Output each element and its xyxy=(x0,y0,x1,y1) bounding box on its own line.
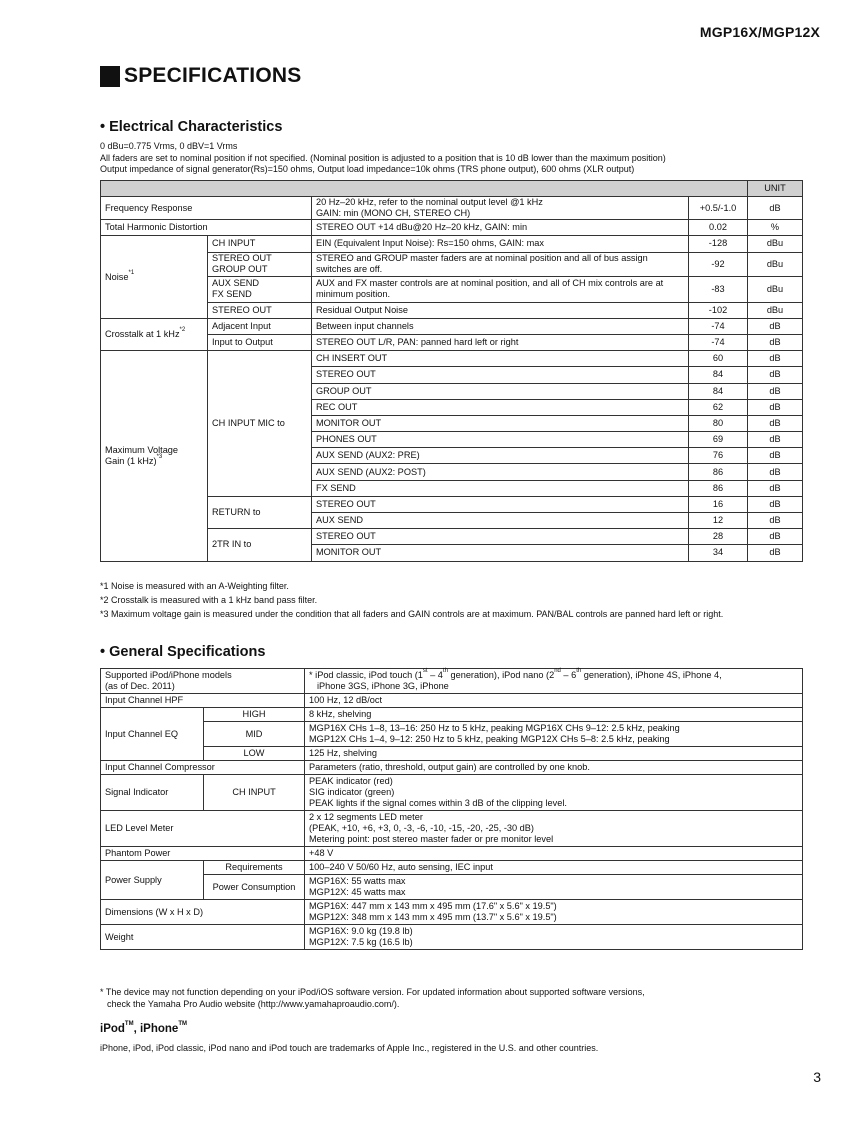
row-unit: dB xyxy=(748,197,803,220)
row-label: Input Channel EQ xyxy=(101,708,204,761)
table-row xyxy=(101,669,803,694)
row-value: -74 xyxy=(689,334,748,350)
row-sub: Input to Output xyxy=(208,334,312,350)
row-unit: dB xyxy=(748,496,803,512)
row-label: Frequency Response xyxy=(101,197,312,220)
row-unit: dB xyxy=(748,513,803,529)
row-value: 62 xyxy=(689,399,748,415)
row-sub: Requirements xyxy=(204,861,305,875)
electrical-notes xyxy=(100,141,820,176)
row-condition: STEREO OUT xyxy=(312,367,689,383)
row-sub: Power Consumption xyxy=(204,875,305,900)
row-value: +0.5/-1.0 xyxy=(689,197,748,220)
footnote: *3 Maximum voltage gain is measured under the condition that all faders and GAIN controls are at maximum. PAN/BAL controls are panned hard left or right. xyxy=(100,609,724,619)
row-label: Input Channel Compressor xyxy=(101,761,305,775)
row-unit: dBu xyxy=(748,236,803,252)
row-condition: AUX SEND xyxy=(312,513,689,529)
row-condition: 20 Hz–20 kHz, refer to the nominal output level @1 kHz GAIN: min (MONO CH, STEREO CH) xyxy=(312,197,689,220)
row-value: 100 Hz, 12 dB/oct xyxy=(305,694,803,708)
row-condition: STEREO and GROUP master faders are at nominal position and all of bus assign switches are off. xyxy=(312,252,689,276)
row-value: Parameters (ratio, threshold, output gain) are controlled by one knob. xyxy=(305,761,803,775)
row-value: * iPod classic, iPod touch (1st – 4th generation), iPod nano (2nd – 6th generation), iPhone 4S, iPhone 4, iPhone 3GS, iPhone 3G, iPhone xyxy=(305,669,803,694)
trademark-text: iPhone, iPod, iPod classic, iPod nano and iPod touch are trademarks of Apple Inc., registered in the U.S. and other countries. xyxy=(100,1043,599,1053)
row-condition: GROUP OUT xyxy=(312,383,689,399)
row-unit: dB xyxy=(748,432,803,448)
row-value: 84 xyxy=(689,367,748,383)
row-label: Signal Indicator xyxy=(101,775,204,811)
row-condition: STEREO OUT xyxy=(312,529,689,545)
row-value: MGP16X: 9.0 kg (19.8 lb) MGP12X: 7.5 kg (16.5 lb) xyxy=(305,925,803,950)
row-condition: PHONES OUT xyxy=(312,432,689,448)
row-sub: CH INPUT xyxy=(208,236,312,252)
gain-2tr-label: 2TR IN to xyxy=(208,529,312,561)
row-value: MGP16X: 447 mm x 143 mm x 495 mm (17.6" x 5.6" x 19.5") MGP12X: 348 mm x 143 mm x 495 mm (13.7" x 5.6" x 19.5") xyxy=(305,900,803,925)
row-unit: dB xyxy=(748,383,803,399)
row-label: Input Channel HPF xyxy=(101,694,305,708)
page-number: 3 xyxy=(813,1069,821,1085)
row-label: Power Supply xyxy=(101,861,204,900)
row-condition: STEREO OUT +14 dBu@20 Hz–20 kHz, GAIN: min xyxy=(312,220,689,236)
row-value: 8 kHz, shelving xyxy=(305,708,803,722)
noise-label: Noise$^{*1}$ xyxy=(101,236,208,318)
table-row xyxy=(101,197,803,220)
footnote: *1 Noise is measured with an A-Weighting filter. xyxy=(100,581,289,591)
row-unit: dBu xyxy=(748,276,803,302)
row-unit: dB xyxy=(748,480,803,496)
row-sub: Adjacent Input xyxy=(208,318,312,334)
gain-ch-input-label: CH INPUT MIC to xyxy=(208,351,312,497)
row-condition: Residual Output Noise xyxy=(312,302,689,318)
footnote: *2 Crosstalk is measured with a 1 kHz band pass filter. xyxy=(100,595,318,605)
row-condition: FX SEND xyxy=(312,480,689,496)
note-line: All faders are set to nominal position if not specified. (Nominal position is adjusted to a position that is 10 dB lower than the maximum position) xyxy=(100,152,666,163)
row-sub: AUX SEND FX SEND xyxy=(208,276,312,302)
general-table xyxy=(100,668,803,950)
row-unit: dB xyxy=(748,351,803,367)
table-row xyxy=(101,761,803,775)
table-row xyxy=(101,694,803,708)
row-condition: AUX SEND (AUX2: PRE) xyxy=(312,448,689,464)
general-heading: • General Specifications xyxy=(100,644,266,660)
row-value: 80 xyxy=(689,415,748,431)
row-label: Dimensions (W x H x D) xyxy=(101,900,305,925)
general-footnote: * The device may not function depending on your iPod/iOS software version. For updated information about supported software versions, check the Yamaha Pro Audio website (http://www.yamahaproaudio.com/). xyxy=(100,987,645,1009)
row-sub: STEREO OUT GROUP OUT xyxy=(208,252,312,276)
row-unit: dBu xyxy=(748,252,803,276)
row-condition: STEREO OUT L/R, PAN: panned hard left or right xyxy=(312,334,689,350)
table-row xyxy=(101,900,803,925)
note-line: 0 dBu=0.775 Vrms, 0 dBV=1 Vrms xyxy=(100,141,238,151)
row-unit: dB xyxy=(748,529,803,545)
row-unit: dB xyxy=(748,367,803,383)
table-row xyxy=(101,925,803,950)
table-header-row xyxy=(101,181,803,197)
row-value: PEAK indicator (red) SIG indicator (green) PEAK lights if the signal comes within 3 dB of the clipping level. xyxy=(305,775,803,811)
row-unit: dB xyxy=(748,464,803,480)
gain-return-label: RETURN to xyxy=(208,496,312,528)
row-value: 100–240 V 50/60 Hz, auto sensing, IEC input xyxy=(305,861,803,875)
row-value: 28 xyxy=(689,529,748,545)
row-label: Total Harmonic Distortion xyxy=(101,220,312,236)
row-condition: STEREO OUT xyxy=(312,496,689,512)
row-label: Weight xyxy=(101,925,305,950)
table-row xyxy=(101,811,803,847)
row-label: Supported iPod/iPhone models (as of Dec. 2011) xyxy=(101,669,305,694)
row-value: -102 xyxy=(689,302,748,318)
row-sub: LOW xyxy=(204,747,305,761)
unit-header: UNIT xyxy=(748,181,803,197)
table-row xyxy=(101,708,803,722)
row-value: -128 xyxy=(689,236,748,252)
table-row xyxy=(101,775,803,811)
row-value: 76 xyxy=(689,448,748,464)
row-value: 84 xyxy=(689,383,748,399)
gain-label: Maximum Voltage Gain (1 kHz)$^{*3}$ xyxy=(101,351,208,561)
model-name: MGP16X/MGP12X xyxy=(699,24,820,40)
row-sub: HIGH xyxy=(204,708,305,722)
row-value: 34 xyxy=(689,545,748,561)
electrical-footnotes xyxy=(100,579,820,621)
row-unit: dB xyxy=(748,415,803,431)
row-condition: AUX and FX master controls are at nominal position, and all of CH mix controls are at minimum position. xyxy=(312,276,689,302)
row-value: 2 x 12 segments LED meter (PEAK, +10, +6, +3, 0, -3, -6, -10, -15, -20, -25, -30 dB) Metering point: post stereo master fader or pre monitor level xyxy=(305,811,803,847)
row-value: 0.02 xyxy=(689,220,748,236)
row-value: -83 xyxy=(689,276,748,302)
table-row xyxy=(101,722,803,747)
row-unit: dBu xyxy=(748,302,803,318)
row-condition: REC OUT xyxy=(312,399,689,415)
title-marker xyxy=(100,66,120,87)
row-sub: CH INPUT xyxy=(204,775,305,811)
row-condition: AUX SEND (AUX2: POST) xyxy=(312,464,689,480)
page-title xyxy=(100,64,301,88)
row-unit: dB xyxy=(748,448,803,464)
trademark-heading: iPod™, iPhone™ xyxy=(100,1021,187,1035)
row-value: 60 xyxy=(689,351,748,367)
row-condition: Between input channels xyxy=(312,318,689,334)
row-value: 12 xyxy=(689,513,748,529)
row-label: LED Level Meter xyxy=(101,811,305,847)
row-value: -74 xyxy=(689,318,748,334)
electrical-table xyxy=(100,180,803,562)
row-sub: MID xyxy=(204,722,305,747)
table-row xyxy=(101,861,803,875)
table-row xyxy=(101,236,803,252)
row-condition: MONITOR OUT xyxy=(312,545,689,561)
row-unit: dB xyxy=(748,318,803,334)
row-condition: EIN (Equivalent Input Noise): Rs=150 ohms, GAIN: max xyxy=(312,236,689,252)
row-value: 125 Hz, shelving xyxy=(305,747,803,761)
row-value: 16 xyxy=(689,496,748,512)
row-value: 86 xyxy=(689,464,748,480)
row-unit: dB xyxy=(748,545,803,561)
table-row xyxy=(101,847,803,861)
row-unit: dB xyxy=(748,334,803,350)
row-unit: dB xyxy=(748,399,803,415)
table-row xyxy=(101,875,803,900)
row-sub: STEREO OUT xyxy=(208,302,312,318)
row-value: 69 xyxy=(689,432,748,448)
row-value: MGP16X CHs 1–8, 13–16: 250 Hz to 5 kHz, peaking MGP16X CHs 9–12: 2.5 kHz, peaking MGP12X CHs 1–4, 9–12: 250 Hz to 5 kHz, peaking MGP12X CHs 5–8: 2.5 kHz, peaking xyxy=(305,722,803,747)
row-value: 86 xyxy=(689,480,748,496)
row-value: -92 xyxy=(689,252,748,276)
table-row xyxy=(101,351,803,367)
row-condition: CH INSERT OUT xyxy=(312,351,689,367)
note-line: Output impedance of signal generator(Rs)=150 ohms, Output load impedance=10k ohms (TRS phone output), 600 ohms (XLR output) xyxy=(100,164,635,174)
crosstalk-label: Crosstalk at 1 kHz$^{*2}$ xyxy=(101,318,208,350)
row-label: Phantom Power xyxy=(101,847,305,861)
table-row xyxy=(101,747,803,761)
electrical-heading: • Electrical Characteristics xyxy=(100,119,283,135)
row-unit: % xyxy=(748,220,803,236)
row-condition: MONITOR OUT xyxy=(312,415,689,431)
row-value: MGP16X: 55 watts max MGP12X: 45 watts max xyxy=(305,875,803,900)
page-title-text: SPECIFICATIONS xyxy=(124,64,302,87)
table-row xyxy=(101,220,803,236)
row-value: +48 V xyxy=(305,847,803,861)
table-row xyxy=(101,318,803,334)
